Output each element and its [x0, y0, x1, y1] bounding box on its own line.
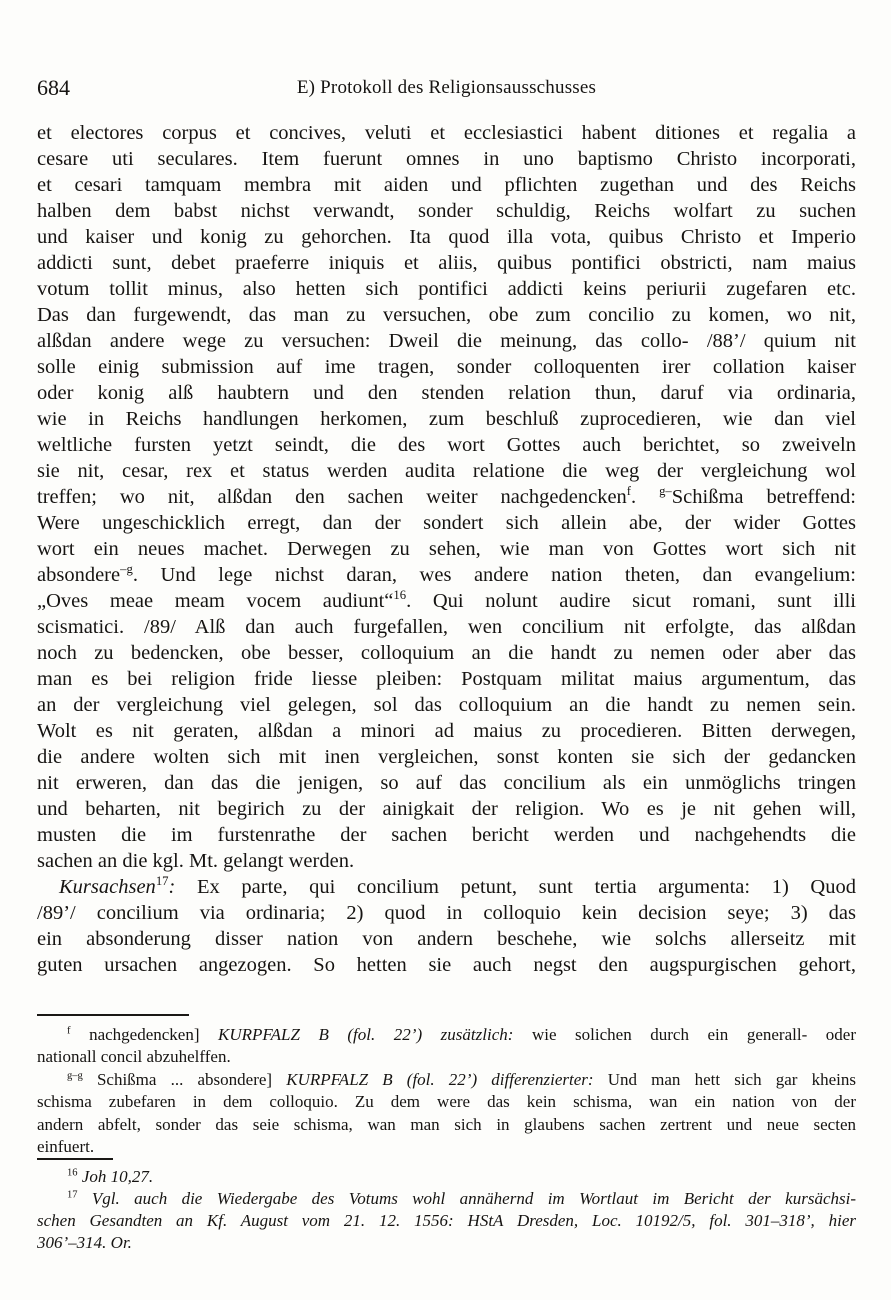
text-line — [37, 224, 856, 250]
text-line — [37, 1136, 856, 1158]
text-segment: oder konig alß haubtern und den stenden relation thun, daruf via ordinaria, — [37, 382, 856, 404]
page-header — [37, 74, 856, 102]
text-segment: sachen an die kgl. Mt. gelangt werden. — [37, 850, 355, 872]
text-segment: scismatici. /89/ Alß dan auch furgefallen, wen concilium nit erfolgte, das alßdan — [37, 616, 856, 638]
text-segment: weltliche fursten yetzt seindt, die des wort Gottes auch berichtet, so zweiveln — [37, 434, 856, 456]
text-segment — [78, 1189, 92, 1208]
text-segment: ein absonderung disser nation von andern beschehe, wie solchs allerseitz mit — [37, 928, 856, 950]
text-segment: et electores corpus et concives, veluti et ecclesiastici habent ditiones et regalia a — [37, 122, 856, 144]
superscript-marker: f — [626, 484, 632, 499]
text-line — [37, 744, 856, 770]
text-segment: andern abfelt, sonder das seie schisma, wan man sich in glaubens sachen zertrent und neue secten — [37, 1114, 856, 1134]
text-line — [37, 250, 856, 276]
text-segment: Schißma betreffend: — [671, 486, 856, 508]
text-segment: nachgedencken] — [70, 1025, 219, 1044]
text-line — [37, 1046, 856, 1068]
text-line — [37, 796, 856, 822]
text-line — [37, 770, 856, 796]
superscript-marker: –g — [120, 562, 133, 577]
text-segment: wort ein neues machet. Derwegen zu sehen, wie man von Gottes wort sich nit — [37, 538, 856, 560]
body-text — [37, 120, 856, 978]
text-segment: . Und lege nichst daran, wes andere nation theten, dan evangelium: — [132, 564, 856, 586]
footnote-block — [37, 1166, 856, 1254]
text-line — [37, 614, 856, 640]
text-line — [37, 458, 856, 484]
text-line — [37, 328, 856, 354]
text-line — [37, 510, 856, 536]
text-segment: et cesari tamquam membra mit aiden und pflichten zugethan und des Reichs — [37, 174, 856, 196]
text-line — [37, 926, 856, 952]
text-segment: noch zu bedencken, obe besser, colloquium an die handt zu nemen oder aber das — [37, 642, 856, 664]
text-segment: und beharten, nit begirich zu der ainigkait der religion. Wo es je nit gehen will, — [37, 798, 856, 820]
footnote-separator-rule — [37, 1158, 113, 1160]
text-segment: Ex parte, qui concilium petunt, sunt tertia argumenta: 1) Quod — [175, 876, 856, 898]
superscript-marker: 16 — [393, 588, 407, 603]
text-segment: halben dem babst nichst verwandt, sonder schuldig, Reichs wolfart zu suchen — [37, 200, 856, 222]
text-segment: Joh 10,27. — [81, 1167, 154, 1186]
text-line — [37, 276, 856, 302]
superscript-marker: 16 — [67, 1167, 78, 1179]
text-segment: . Qui nolunt audire sicut romani, sunt illi — [406, 590, 856, 612]
text-line — [37, 1188, 856, 1210]
text-line — [37, 120, 856, 146]
text-line — [37, 406, 856, 432]
text-segment: sie nit, cesar, rex et status werden audita relatione die weg der vergleichung wol — [37, 460, 856, 482]
text-line — [37, 692, 856, 718]
text-segment: Were ungeschicklich erregt, dan der sondert sich allein abe, der wider Gottes — [37, 512, 856, 534]
text-line — [37, 1210, 856, 1232]
text-line — [37, 354, 856, 380]
text-segment: : — [168, 876, 176, 898]
text-line — [37, 900, 856, 926]
text-segment: KURPFALZ B (fol. 22’) zusätzlich: — [218, 1025, 514, 1044]
text-line — [37, 1114, 856, 1136]
text-segment: votum tollit minus, also hetten sich pontifici addicti keins periurii zugefaren etc. — [37, 278, 856, 300]
text-segment: wie in Reichs handlungen herkomen, zum beschluß zuprocedieren, wie dan viel — [37, 408, 856, 430]
text-line — [37, 822, 856, 848]
text-segment: guten ursachen angezogen. So hetten sie auch negst den augspurgischen gehort, — [37, 954, 856, 976]
text-segment: einfuert. — [37, 1137, 95, 1157]
text-line — [37, 536, 856, 562]
text-segment: nit erweren, dan das die jenigen, so auf das concilium als ein unmöglichs tringen — [37, 772, 856, 794]
text-line — [37, 380, 856, 406]
text-segment: addicti sunt, debet praeferre iniquis et aliis, quibus pontifici obstricti, nam maius — [37, 252, 856, 274]
text-line — [37, 874, 856, 900]
text-segment: Und man hett sich gar kheins — [593, 1069, 857, 1089]
text-segment: Schißma ... absondere] — [82, 1069, 287, 1089]
page-number: 684 — [37, 75, 70, 100]
text-segment: die andere wolten sich mit inen vergleichen, sonst konten sie sich der gedancken — [37, 746, 856, 768]
text-segment: wie solichen durch ein generall- oder — [513, 1025, 856, 1044]
text-segment: man es bei religion fride liesse pleiben: Postquam militat maius argumentum, das — [37, 668, 856, 690]
text-segment: . — [631, 486, 660, 508]
text-line — [37, 666, 856, 692]
text-line — [37, 198, 856, 224]
text-line — [37, 640, 856, 666]
text-segment: absondere — [37, 564, 121, 586]
text-line — [37, 172, 856, 198]
text-segment: „Oves meae meam vocem audiunt“ — [37, 590, 394, 612]
running-head: E) Protokoll des Religionsausschusses — [296, 77, 597, 98]
apparatus-separator-rule — [37, 1014, 189, 1016]
superscript-marker: 17 — [67, 1189, 78, 1201]
text-segment: treffen; wo nit, alßdan den sachen weiter nachgedencken — [37, 486, 627, 508]
text-segment: KURPFALZ B (fol. 22’) differenzierter: — [286, 1069, 594, 1089]
text-line — [37, 718, 856, 744]
text-line — [37, 432, 856, 458]
text-segment: und kaiser und konig zu gehorchen. Ita quod illa vota, quibus Christo et Imperio — [37, 226, 856, 248]
text-segment: nationall concil abzuhelffen. — [37, 1047, 231, 1067]
text-segment: musten die im furstenrathe der sachen bericht werden und nachgehendts die — [37, 824, 856, 846]
text-segment: Das dan furgewendt, das man zu versuchen, obe zum concilio zu komen, wo nit, — [37, 304, 856, 326]
superscript-marker: 17 — [155, 874, 169, 889]
text-line — [37, 146, 856, 172]
text-segment: cesare uti seculares. Item fuerunt omnes in uno baptismo Christo incorporati, — [37, 148, 856, 170]
text-segment: solle einig submission auf ime tragen, sonder colloquenten irer collation kaiser — [37, 356, 856, 378]
text-segment: schisma zubefaren in dem colloquio. Zu dem were das kein schisma, wan ein nation von der — [37, 1092, 856, 1112]
text-line — [37, 562, 856, 588]
superscript-marker: f — [67, 1025, 71, 1037]
superscript-marker: g–g — [67, 1070, 83, 1082]
text-line — [37, 484, 856, 510]
superscript-marker: g– — [659, 484, 672, 499]
text-line — [37, 1069, 856, 1091]
text-segment: alßdan andere wege zu versuchen: Dweil die meinung, das collo- /88’/ quium nit — [37, 330, 856, 352]
text-segment: schen Gesandten an Kf. August vom 21. 12. 1556: HStA Dresden, Loc. 10192/5, fol. 301–318’, hier — [37, 1211, 856, 1230]
text-segment: /89’/ concilium via ordinaria; 2) quod in colloquio kein decision seye; 3) das — [37, 902, 856, 924]
text-segment: 306’–314. Or. — [37, 1233, 132, 1252]
text-segment: Vgl. auch die Wiedergabe des Votums wohl annähernd im Wortlaut im Bericht der kursächsi- — [91, 1189, 856, 1208]
text-segment: Wolt es nit geraten, alßdan a minori ad maius zu procedieren. Bitten derwegen, — [37, 720, 856, 742]
text-line — [37, 1232, 856, 1254]
text-line — [37, 952, 856, 978]
text-line — [37, 302, 856, 328]
apparatus-note-block — [37, 1024, 856, 1158]
text-line — [37, 848, 856, 874]
text-line — [37, 1166, 856, 1188]
text-segment: Kursachsen — [59, 876, 156, 898]
text-line — [37, 1091, 856, 1113]
text-segment: an der vergleichung viel gelegen, sol das colloquium an die handt zu nemen sein. — [37, 694, 856, 716]
text-line — [37, 588, 856, 614]
text-line — [37, 1024, 856, 1046]
